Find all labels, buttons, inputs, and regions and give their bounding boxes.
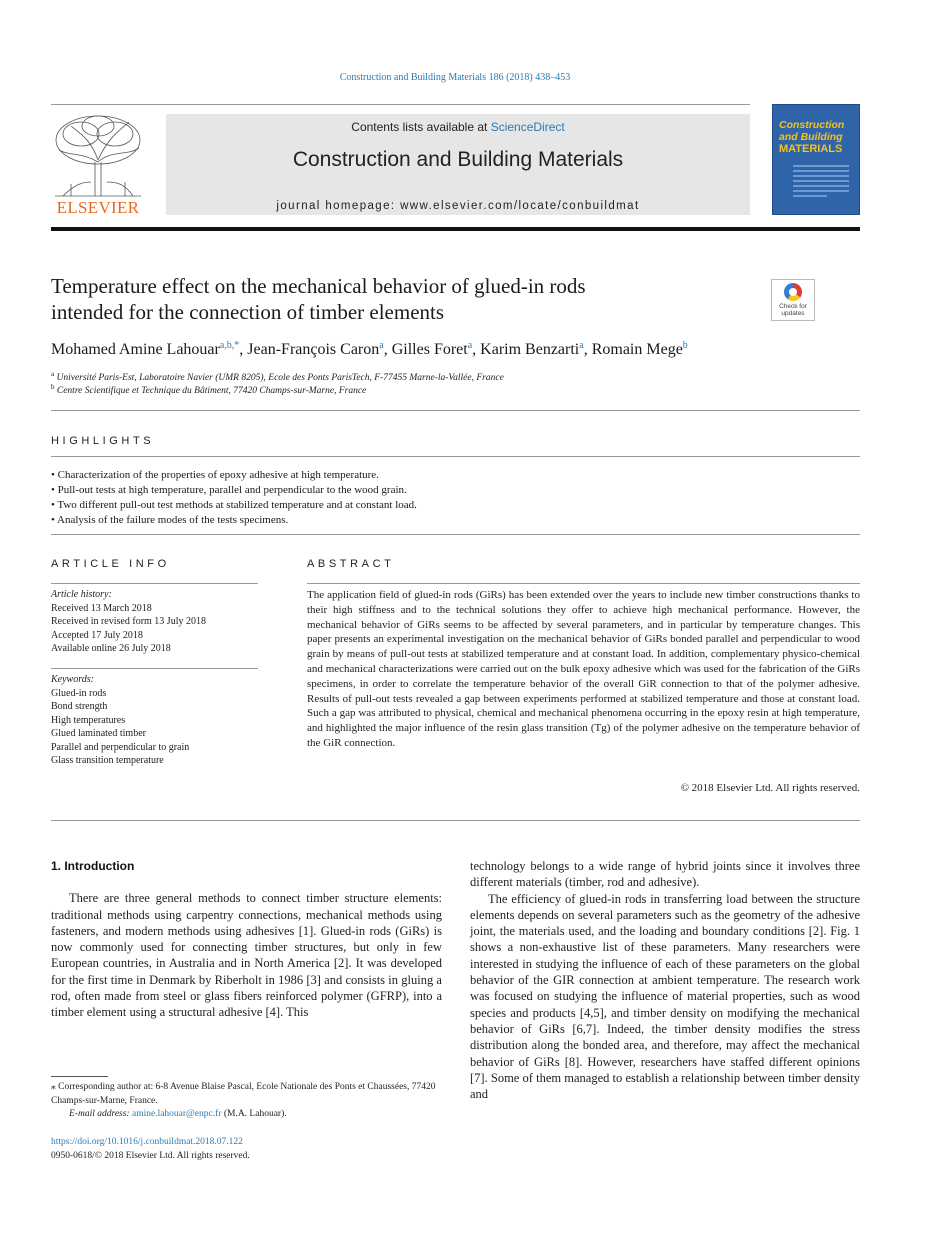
right-column [470, 858, 860, 1102]
highlights-rule [51, 456, 860, 457]
keyword-item[interactable]: Glued laminated timber [51, 728, 146, 739]
check-updates-label: updates [781, 310, 805, 317]
highlights-heading: HIGHLIGHTS [51, 435, 155, 447]
doi-link[interactable]: https://doi.org/10.1016/j.conbuildmat.2018.07.122 [51, 1137, 243, 1147]
keywords-list [51, 673, 189, 768]
history-item: Received in revised form 13 July 2018 [51, 616, 206, 627]
journal-masthead [166, 114, 750, 215]
keyword-item[interactable]: Glass transition temperature [51, 755, 164, 766]
highlights-list [51, 468, 417, 528]
section-divider [51, 410, 860, 411]
affiliation [51, 370, 504, 383]
abstract-copyright: © 2018 Elsevier Ltd. All rights reserved. [680, 782, 860, 794]
cover-title [779, 119, 844, 155]
header-rule [51, 104, 750, 105]
abstract-rule [307, 583, 860, 584]
affiliation-text: Centre Scientifique et Technique du Bâtiment, 77420 Champs-sur-Marne, France [56, 386, 367, 397]
check-updates-icon [784, 283, 802, 301]
abstract-heading: ABSTRACT [307, 558, 395, 570]
affiliation-marker: a [51, 370, 55, 378]
author-affiliation-sup[interactable]: a [579, 340, 584, 351]
affiliation-text: Université Paris-Est, Laboratoire Navier (UMR 8205), Ecole des Ponts ParisTech, F-77455 Marne-la-Vallée, France [56, 373, 504, 384]
article-title [51, 273, 751, 325]
cover-title-line: and Building [779, 131, 843, 143]
affiliation [51, 383, 366, 396]
author-affiliation-sup[interactable]: a [467, 340, 473, 351]
keywords-rule [51, 668, 258, 669]
author-email-link[interactable]: amine.lahouar@enpc.fr [131, 1109, 222, 1119]
highlight-item: • Two different pull-out test methods at stabilized temperature and at constant load. [51, 498, 417, 513]
title-line: Temperature effect on the mechanical behavior of glued-in rods [51, 274, 586, 298]
masthead-divider [51, 227, 860, 231]
journal-title: Construction and Building Materials [292, 148, 624, 171]
keyword-item[interactable]: Glued-in rods [51, 687, 107, 699]
highlight-item: • Analysis of the failure modes of the tests specimens. [51, 513, 417, 528]
contents-prefix: Contents lists available at [351, 120, 491, 134]
history-item: Available online 26 July 2018 [51, 643, 171, 654]
article-info-heading: ARTICLE INFO [51, 558, 170, 570]
history-item: Accepted 17 July 2018 [51, 629, 143, 641]
intro-paragraph: technology belongs to a wide range of hybrid joints since it involves three different materials (timber, rod and adhesive). [470, 859, 860, 890]
highlight-item: • Pull-out tests at high temperature, parallel and perpendicular to the wood grain. [51, 483, 417, 498]
corresponding-author-note [51, 1081, 442, 1122]
elsevier-wordmark: ELSEVIER [56, 198, 140, 217]
journal-homepage[interactable]: journal homepage: www.elsevier.com/locate/conbuildmat [276, 200, 640, 212]
keywords-heading: Keywords: [51, 674, 94, 685]
author-name[interactable]: Karim Benzarti [480, 341, 580, 358]
keyword-item[interactable]: Bond strength [51, 701, 108, 712]
left-column [51, 858, 442, 1021]
cover-title-line: Construction [779, 119, 845, 131]
email-label: E-mail address: [69, 1109, 132, 1119]
article-history [51, 588, 206, 656]
sciencedirect-link[interactable]: ScienceDirect [490, 120, 565, 134]
email-line [51, 1108, 442, 1122]
issn-copyright: 0950-0618/© 2018 Elsevier Ltd. All rights reserved. [51, 1150, 250, 1161]
affiliation-marker: b [51, 383, 55, 391]
intro-paragraph: The efficiency of glued-in rods in transferring load between the structure elements depends on several parameters such as the geometry of the adhesive joint, the materials used, and the loading and boundary conditions [2]. Fig. 1 shows a non-exhaustive list of these parameters. Many researchers were interested in studying the influence of each of these parameters on the global behavior of the GIR connection at ambient temperature. The research work was focused on studying the influence of material properties, such as wood species and products [4,5], and timber density on modifying the mechanical behavior of GiRs [6,7]. Indeed, the timber density modifies the stress distribution along the bonded area, and therefore, may affect the mechanical behavior of GiRs [8]. However, researchers have staffed different opinions [7]. Some of them managed to establish a relationship between timber density and [470, 891, 860, 1102]
check-for-updates-button[interactable] [771, 279, 815, 321]
corresponding-author-text: ⁎ Corresponding author at: 6-8 Avenue Blaise Pascal, Ecole Nationale des Ponts et Chaussées, 77420 Champs-sur-Marne, France. [51, 1082, 436, 1106]
footnote-rule [51, 1076, 108, 1077]
journal-reference[interactable]: Construction and Building Materials 186 (2018) 438–453 [339, 72, 571, 83]
history-item: Received 13 March 2018 [51, 602, 152, 614]
title-line: intended for the connection of timber elements [51, 300, 445, 324]
section-divider [51, 820, 860, 821]
author-list: Mohamed Amine Lahouar$^{a,b,*}$, Jean-François Caron$^a$, Gilles Foret$^a$, Karim Benzarti$^a$, Romain Mege$^b$ [51, 340, 688, 358]
author-name[interactable]: Mohamed Amine Lahouar [51, 341, 220, 358]
check-updates-label: Check for [779, 303, 807, 310]
author-name[interactable]: Jean-François Caron [247, 341, 380, 358]
author-affiliation-sup[interactable]: b [682, 340, 688, 351]
keyword-item[interactable]: High temperatures [51, 714, 126, 726]
article-meta [51, 1136, 250, 1163]
email-suffix: (M.A. Lahouar). [221, 1109, 287, 1119]
journal-cover-image[interactable] [772, 104, 860, 215]
author-name[interactable]: Gilles Foret [391, 341, 468, 358]
abstract-text: The application field of glued-in rods (GiRs) has been extended over the years to include new timber constructions thanks to their high stiffness and to the technical solutions they offer to achieve high mechanical performance. However, the mechanical behavior of GiRs seems to be affected by several parameters, and in particular by temperature changes. This paper presents an experimental investigation on the mechanical behavior of GiRs bonded parallel and perpendicular to wood grain by means of pull-out tests at stabilized temperature and at constant load. In addition, complementary physico-chemical and mechanical characterizations were carried out on the bulk epoxy adhesive which was used for the fabrication of the GiRs specimens, in order to correlate the temperature behavior of the overall GiR connection to that of the polymer adhesive. Results of pull-out tests revealed a gap between experiments performed at stabilized temperature and those at constant load. Such a gap was attributed to physical, chemical and mechanical phenomena occurring in the epoxy resin at high temperature, and highlighted the major influence of the resin glass transition (Tg) of the polymer adhesive on the temperature behavior of the GiR connection. [307, 589, 860, 749]
cover-title-line: MATERIALS [779, 143, 843, 155]
section-divider [51, 534, 860, 535]
highlight-item: • Characterization of the properties of epoxy adhesive at high temperature. [51, 468, 417, 483]
contents-line [166, 120, 750, 134]
author-name[interactable]: Romain Mege [591, 341, 683, 358]
cover-decoration [793, 165, 849, 200]
introduction-heading: 1. Introduction [51, 859, 135, 873]
author-affiliation-sup[interactable]: a [379, 340, 384, 351]
article-info-rule [51, 583, 258, 584]
keyword-item[interactable]: Parallel and perpendicular to grain [51, 741, 190, 753]
article-history-heading: Article history: [51, 589, 112, 600]
author-affiliation-sup[interactable]: a,b,* [219, 340, 240, 351]
intro-paragraph: There are three general methods to connect timber structure elements: traditional methods using carpentry connections, mechanical methods using fasteners, and modern methods using adhesives [1]. Glued-in rods (GiRs) is now commonly used for connecting timber structures, but only in few European countries, in Australia and in North America [2]. It was developed for the first time in Denmark by Riberholt in 1986 [3] and consists in gluing a rod, often made from steel or glass fibers reinforced polymer (GFRP), into a timber element using a structural adhesive [4]. This [51, 891, 442, 1020]
